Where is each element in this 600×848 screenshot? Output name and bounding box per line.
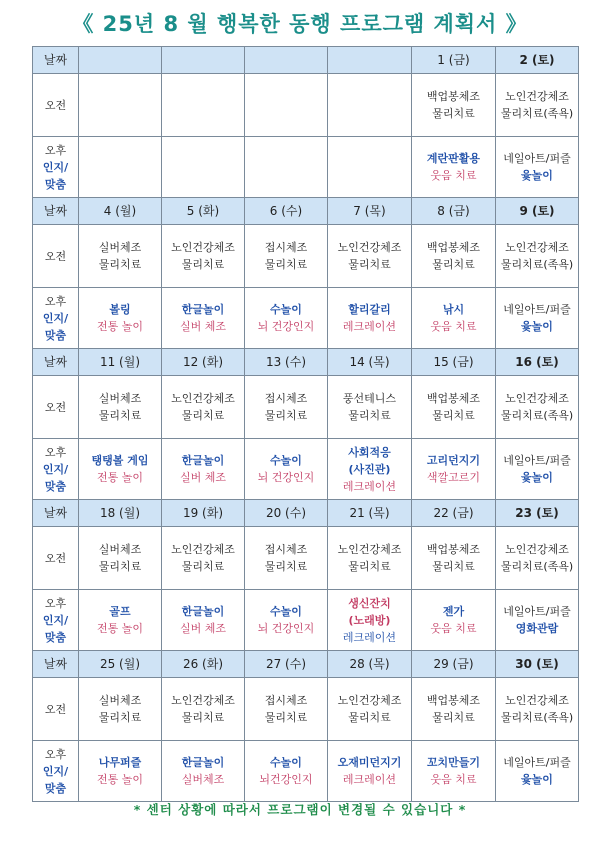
date-cell: 26 (화): [162, 651, 245, 678]
program-name: 고리던지기: [426, 454, 481, 467]
afternoon-label: [33, 137, 79, 198]
afternoon-program-cell: [245, 439, 328, 500]
afternoon-program-cell: [328, 590, 412, 651]
program-name: 꼬치만들기: [426, 756, 481, 769]
afternoon-program-cell: [162, 137, 245, 198]
program-name: 물리치료: [98, 711, 142, 724]
program-name: 뇌건강인지: [259, 773, 313, 786]
morning-program-cell: [496, 74, 579, 137]
morning-program-cell: [328, 376, 412, 439]
date-cell: 22 (금): [412, 500, 496, 527]
program-name: 백업봉체조: [426, 694, 481, 707]
date-cell: 25 (월): [79, 651, 162, 678]
morning-program-cell: [162, 678, 245, 741]
afternoon-label-line: 인지/: [42, 462, 69, 476]
date-row: [33, 198, 579, 225]
schedule-table: [32, 46, 579, 802]
date-row: [33, 500, 579, 527]
program-name: 색깔고르기: [426, 471, 481, 484]
program-name: 계란판활용: [426, 152, 481, 165]
program-name: 실버체조: [181, 773, 225, 786]
morning-program-cell: [162, 527, 245, 590]
program-name: 한글놀이: [181, 605, 225, 618]
date-cell: 14 (목): [328, 349, 412, 376]
program-name: 노인건강체조: [505, 90, 569, 103]
afternoon-label-line: 오후: [44, 445, 67, 459]
program-name: 볼링: [109, 303, 131, 316]
program-name: 네일아트/퍼즐: [503, 152, 571, 165]
date-cell: 19 (화): [162, 500, 245, 527]
program-name: 노인건강체조: [505, 241, 569, 254]
afternoon-program-cell: [412, 288, 496, 349]
program-name: 뇌 건강인지: [257, 622, 315, 635]
morning-program-cell: [162, 74, 245, 137]
program-name: 뇌 건강인지: [257, 320, 315, 333]
morning-program-cell: [162, 225, 245, 288]
afternoon-program-cell: [79, 288, 162, 349]
program-name: 레크레이션: [342, 320, 397, 333]
program-name: 노인건강체조: [505, 392, 569, 405]
program-name: 물리치료: [348, 560, 391, 573]
program-name: 노인건강체조: [505, 543, 569, 556]
date-cell: 23 (토): [496, 500, 579, 527]
program-name: 네일아트/퍼즐: [503, 454, 571, 467]
morning-label: 오전: [33, 225, 79, 288]
morning-program-cell: [328, 678, 412, 741]
morning-program-cell: [79, 74, 162, 137]
program-name: 접시체조: [264, 241, 308, 254]
morning-program-cell: [79, 527, 162, 590]
program-name: 한글놀이: [181, 756, 225, 769]
afternoon-program-cell: [162, 741, 245, 802]
afternoon-program-cell: [162, 288, 245, 349]
program-name: 노인건강체조: [337, 241, 402, 254]
afternoon-program-cell: [328, 741, 412, 802]
program-name: 웃음 치료: [430, 773, 477, 786]
afternoon-program-cell: [79, 741, 162, 802]
afternoon-label: [33, 590, 79, 651]
program-name: 수놀이: [270, 605, 302, 618]
afternoon-label-line: 맞춤: [44, 479, 67, 493]
program-name: 물리치료(족욕): [500, 409, 574, 422]
morning-program-cell: [328, 527, 412, 590]
program-name: 레크레이션: [342, 630, 397, 644]
afternoon-label-line: 인지/: [42, 160, 69, 174]
program-name: 네일아트/퍼즐: [503, 303, 571, 316]
morning-program-cell: [245, 225, 328, 288]
afternoon-label: [33, 439, 79, 500]
afternoon-program-cell: [496, 741, 579, 802]
morning-program-cell: [245, 527, 328, 590]
date-cell: 8 (금): [412, 198, 496, 225]
date-cell: [245, 47, 328, 74]
afternoon-program-cell: [496, 439, 579, 500]
page-title: 《 25년 8 월 행복한 동행 프로그램 계획서 》: [72, 12, 528, 36]
morning-program-cell: [496, 527, 579, 590]
program-name: 물리치료: [348, 409, 391, 422]
program-name: 뇌 건강인지: [257, 471, 315, 484]
date-row: [33, 349, 579, 376]
program-name: 물리치료: [181, 409, 225, 422]
program-name: 물리치료(족욕): [500, 560, 574, 573]
program-name: 물리치료: [348, 258, 391, 271]
afternoon-label-line: 인지/: [42, 764, 69, 778]
program-name: 물리치료: [432, 711, 475, 724]
afternoon-label-line: 인지/: [42, 613, 69, 627]
afternoon-program-cell: [412, 741, 496, 802]
program-name: 전통 놀이: [96, 320, 143, 333]
program-name: 수놀이: [270, 303, 302, 316]
afternoon-program-cell: [162, 590, 245, 651]
program-name: 한글놀이: [181, 303, 225, 316]
program-name: 낚시: [442, 303, 465, 316]
date-label: 날짜: [33, 500, 79, 527]
afternoon-row: [33, 288, 579, 349]
afternoon-label-line: 맞춤: [44, 328, 67, 342]
morning-label: 오전: [33, 527, 79, 590]
morning-program-cell: [496, 678, 579, 741]
program-name: 수놀이: [270, 454, 302, 467]
program-name: 전통 놀이: [96, 471, 143, 484]
program-name: 실버체조: [98, 543, 142, 556]
morning-program-cell: [412, 527, 496, 590]
date-cell: 2 (토): [496, 47, 579, 74]
program-name: 윷놀이: [521, 773, 553, 786]
date-cell: 21 (목): [328, 500, 412, 527]
afternoon-label-line: 맞춤: [44, 630, 67, 644]
date-cell: 12 (화): [162, 349, 245, 376]
program-name: 노인건강체조: [171, 241, 235, 254]
date-label: 날짜: [33, 651, 79, 678]
date-cell: 6 (수): [245, 198, 328, 225]
program-name: 물리치료: [98, 409, 142, 422]
program-name: 네일아트/퍼즐: [503, 756, 571, 769]
morning-program-cell: [162, 376, 245, 439]
afternoon-program-cell: [245, 741, 328, 802]
program-name: 노인건강체조: [171, 543, 235, 556]
morning-program-cell: [245, 74, 328, 137]
program-name: 젠가: [442, 605, 465, 618]
afternoon-row: [33, 741, 579, 802]
program-name: 물리치료: [181, 560, 225, 573]
afternoon-label-line: 오후: [44, 747, 67, 761]
morning-program-cell: [412, 376, 496, 439]
program-name: 물리치료(족욕): [500, 711, 574, 724]
program-name: 노인건강체조: [337, 694, 402, 707]
date-cell: 7 (목): [328, 198, 412, 225]
date-cell: 5 (화): [162, 198, 245, 225]
date-row: [33, 47, 579, 74]
date-cell: 29 (금): [412, 651, 496, 678]
program-name: 풍선테니스: [342, 392, 397, 405]
program-name: 실버 체조: [179, 622, 226, 635]
program-name: 노인건강체조: [171, 392, 235, 405]
program-name: 한글놀이: [181, 454, 225, 467]
program-name: 노인건강체조: [171, 694, 235, 707]
program-name: 실버체조: [98, 392, 142, 405]
program-name: 백업봉체조: [426, 392, 481, 405]
date-cell: 11 (월): [79, 349, 162, 376]
date-cell: [328, 47, 412, 74]
afternoon-row: [33, 590, 579, 651]
program-name: 웃음 치료: [430, 622, 477, 635]
date-cell: 30 (토): [496, 651, 579, 678]
program-name: 물리치료: [432, 107, 475, 120]
afternoon-program-cell: [79, 439, 162, 500]
program-name: 전통 놀이: [96, 622, 143, 635]
date-cell: 28 (목): [328, 651, 412, 678]
program-name: 물리치료: [181, 258, 225, 271]
program-name: 물리치료: [98, 258, 142, 271]
afternoon-program-cell: [496, 137, 579, 198]
program-name: 물리치료: [264, 711, 308, 724]
program-name: 윷놀이: [521, 169, 553, 182]
program-name: 할리갈리: [348, 303, 391, 316]
program-name: 물리치료: [264, 258, 308, 271]
afternoon-program-cell: [245, 590, 328, 651]
program-name: 실버 체조: [179, 471, 226, 484]
program-name: 물리치료(족욕): [500, 107, 574, 120]
program-name: 물리치료(족욕): [500, 258, 574, 271]
program-name: 사회적응 (사진관): [348, 445, 391, 476]
date-label: 날짜: [33, 198, 79, 225]
date-cell: [79, 47, 162, 74]
afternoon-program-cell: [496, 288, 579, 349]
afternoon-program-cell: [328, 439, 412, 500]
program-name: 노인건강체조: [505, 694, 569, 707]
program-name: 전통 놀이: [96, 773, 143, 786]
morning-row: [33, 74, 579, 137]
morning-program-cell: [496, 376, 579, 439]
program-name: 윷놀이: [521, 471, 553, 484]
program-name: 오재미던지기: [337, 756, 402, 769]
program-name: 접시체조: [264, 543, 308, 556]
morning-label: 오전: [33, 376, 79, 439]
afternoon-label-line: 오후: [44, 294, 67, 308]
afternoon-program-cell: [496, 590, 579, 651]
morning-label: 오전: [33, 74, 79, 137]
afternoon-program-cell: [245, 288, 328, 349]
program-name: 실버체조: [98, 694, 142, 707]
morning-program-cell: [79, 376, 162, 439]
afternoon-program-cell: [79, 590, 162, 651]
program-name: 백업봉체조: [426, 543, 481, 556]
afternoon-label-line: 오후: [44, 143, 67, 157]
program-name: 백업봉체조: [426, 241, 481, 254]
program-name: 물리치료: [98, 560, 142, 573]
afternoon-label-line: 맞춤: [44, 781, 67, 795]
program-name: 백업봉체조: [426, 90, 481, 103]
afternoon-row: [33, 137, 579, 198]
program-name: 영화관람: [515, 622, 559, 635]
program-name: 실버체조: [98, 241, 142, 254]
morning-program-cell: [245, 678, 328, 741]
program-name: 탱탱볼 게임: [91, 454, 149, 467]
notice-footer: * 센터 상황에 따라서 프로그램이 변경될 수 있습니다 *: [133, 802, 467, 817]
date-cell: 13 (수): [245, 349, 328, 376]
afternoon-row: [33, 439, 579, 500]
date-cell: 9 (토): [496, 198, 579, 225]
date-cell: 4 (월): [79, 198, 162, 225]
afternoon-program-cell: [328, 137, 412, 198]
morning-row: [33, 376, 579, 439]
date-cell: 27 (수): [245, 651, 328, 678]
program-name: 노인건강체조: [337, 543, 402, 556]
morning-program-cell: [79, 678, 162, 741]
program-name: 접시체조: [264, 392, 308, 405]
afternoon-program-cell: [328, 288, 412, 349]
afternoon-program-cell: [412, 439, 496, 500]
morning-label: 오전: [33, 678, 79, 741]
afternoon-label: [33, 288, 79, 349]
program-name: 물리치료: [348, 711, 391, 724]
program-name: 물리치료: [432, 409, 475, 422]
morning-program-cell: [328, 225, 412, 288]
program-name: 물리치료: [264, 560, 308, 573]
date-label: 날짜: [33, 47, 79, 74]
morning-row: [33, 678, 579, 741]
morning-row: [33, 527, 579, 590]
program-name: 나무퍼즐: [98, 756, 142, 769]
afternoon-program-cell: [162, 439, 245, 500]
program-name: 네일아트/퍼즐: [503, 605, 571, 618]
program-name: 물리치료: [181, 711, 225, 724]
afternoon-program-cell: [412, 137, 496, 198]
afternoon-label-line: 인지/: [42, 311, 69, 325]
program-name: 골프: [109, 605, 131, 618]
program-name: 물리치료: [432, 258, 475, 271]
date-row: [33, 651, 579, 678]
morning-program-cell: [412, 678, 496, 741]
program-name: 레크레이션: [342, 479, 397, 493]
afternoon-label-line: 맞춤: [44, 177, 67, 191]
afternoon-program-cell: [79, 137, 162, 198]
program-name: 물리치료: [264, 409, 308, 422]
date-label: 날짜: [33, 349, 79, 376]
morning-program-cell: [79, 225, 162, 288]
date-cell: 18 (월): [79, 500, 162, 527]
afternoon-label-line: 오후: [44, 596, 67, 610]
date-cell: 20 (수): [245, 500, 328, 527]
date-cell: 15 (금): [412, 349, 496, 376]
afternoon-program-cell: [245, 137, 328, 198]
date-cell: 1 (금): [412, 47, 496, 74]
program-name: 물리치료: [432, 560, 475, 573]
morning-program-cell: [412, 74, 496, 137]
morning-row: [33, 225, 579, 288]
program-name: 레크레이션: [342, 773, 397, 786]
morning-program-cell: [328, 74, 412, 137]
date-cell: 16 (토): [496, 349, 579, 376]
date-cell: [162, 47, 245, 74]
program-name: 실버 체조: [179, 320, 226, 333]
morning-program-cell: [245, 376, 328, 439]
program-name: 웃음 치료: [430, 320, 477, 333]
morning-program-cell: [412, 225, 496, 288]
program-name: 수놀이: [270, 756, 302, 769]
program-name: 접시체조: [264, 694, 308, 707]
afternoon-label: [33, 741, 79, 802]
morning-program-cell: [496, 225, 579, 288]
program-name: 생신잔치 (노래방): [348, 596, 391, 627]
program-name: 웃음 치료: [430, 169, 477, 182]
program-name: 윷놀이: [521, 320, 553, 333]
afternoon-program-cell: [412, 590, 496, 651]
